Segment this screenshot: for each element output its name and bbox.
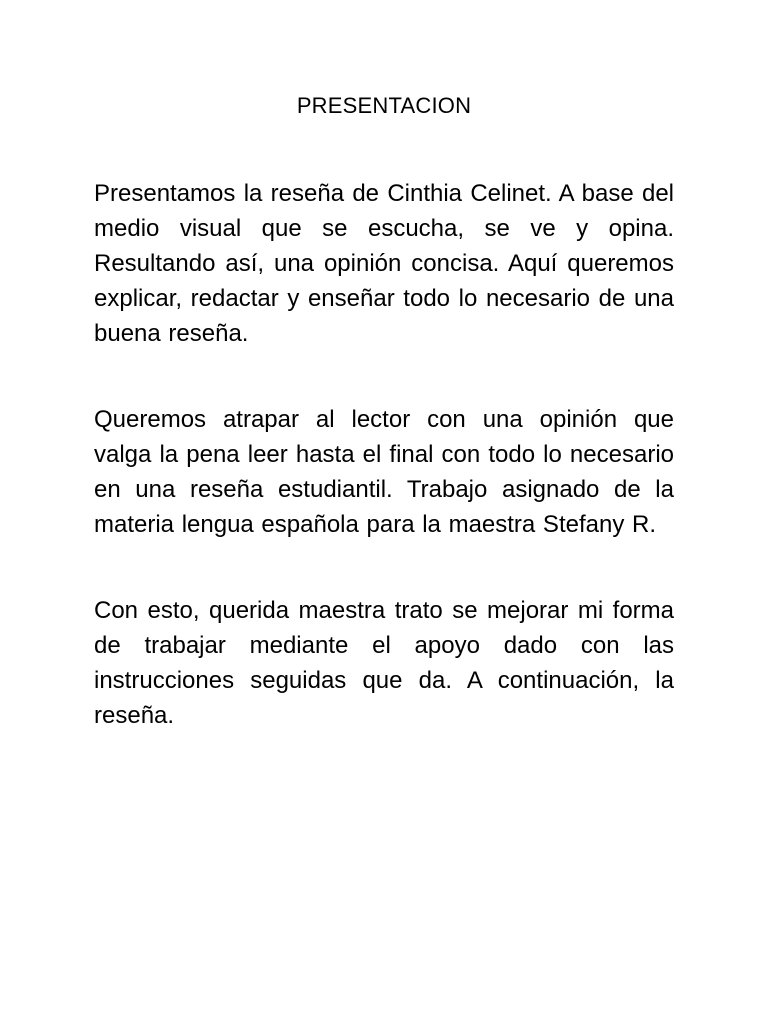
document-body: [94, 176, 674, 784]
paragraph-3: Con esto, querida maestra trato se mejorar mi forma de trabajar mediante el apoyo dado con las instrucciones seguidas que da. A continuación, la reseña.: [94, 597, 674, 729]
paragraph-2: Queremos atrapar al lector con una opinión que valga la pena leer hasta el final con todo lo necesario en una reseña estudiantil. Trabajo asignado de la materia lengua española para la maestra Stefany R.: [94, 406, 674, 538]
paragraph-1: Presentamos la reseña de Cinthia Celinet. A base del medio visual que se escucha, se ve y opina. Resultando así, una opinión concisa. Aquí queremos explicar, redactar y enseñar todo lo necesario de una buena reseña.: [94, 180, 674, 347]
page-title: PRESENTACION: [296, 93, 472, 118]
